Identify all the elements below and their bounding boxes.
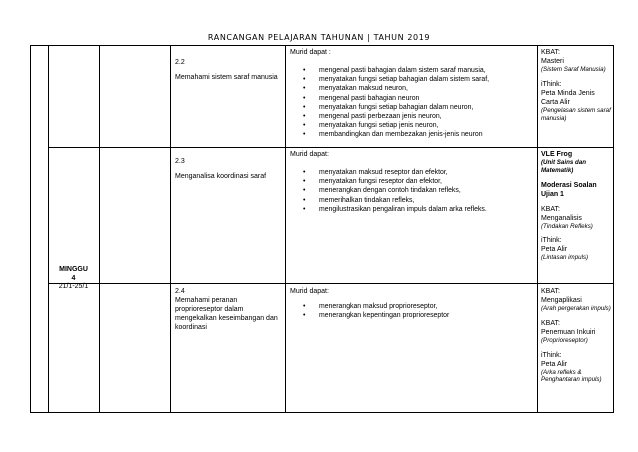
inkuiri-value: Penemuan Inkuiri [541, 328, 596, 336]
list-item: • menyatakan maksud neuron, [290, 84, 535, 93]
objectives-intro: Murid dapat: [290, 151, 329, 158]
list-item: • mengilustrasikan pengaliran impuls dalam arka refleks. [290, 205, 535, 214]
moderasi-label: Moderasi Soalan Ujian 1 [541, 181, 597, 198]
list-item: • menyatakan fungsi setiap bahagian dalam sistem saraf, [290, 75, 535, 84]
objectives-list [290, 66, 535, 140]
standard-code: 2.2 [175, 59, 185, 66]
ithink-label: iThink: [541, 351, 562, 359]
ithink-value: Peta Alir [541, 360, 568, 368]
inkuiri-label: KBAT: [541, 319, 560, 327]
ithink-detail: (Lintasan impuls) [541, 254, 589, 262]
objectives-list [290, 168, 535, 214]
list-item: • menerangkan kepentingan proprioreseptor [290, 311, 535, 320]
kbat-value: Masteri [541, 58, 564, 65]
list-item: • mengenal pasti perbezaan jenis neuron, [290, 112, 535, 121]
list-item: • memerihalkan tindakan refleks, [290, 196, 535, 205]
kbat-detail: (Sistem Saraf Manusia) [541, 66, 606, 73]
row-notes [541, 150, 611, 262]
standard-code: 2.4 [175, 288, 185, 295]
kbat-label: KBAT: [541, 49, 560, 56]
ithink-value: Peta Minda Jenis Carta Alir [541, 89, 595, 106]
ithink-value: Peta Alir [541, 246, 568, 254]
list-item: • menyatakan fungsi reseptor dan efektor, [290, 177, 535, 186]
kbat-value: Menganalisis [541, 214, 582, 222]
row-objectives [290, 287, 535, 320]
ithink-detail: (Pengelasan sistem saraf manusia) [541, 106, 611, 122]
ithink-label: iThink: [541, 237, 562, 245]
list-item: • menyatakan maksud reseptor dan efektor, [290, 168, 535, 177]
list-item: • menyatakan fungsi setiap bahagian dalam neuron, [290, 103, 535, 112]
kbat-label: KBAT: [541, 288, 560, 295]
row-objectives [290, 48, 535, 140]
row-standard [175, 157, 283, 181]
vle-detail: (Unit Sains dan Matematik) [541, 159, 587, 174]
objectives-intro: Murid dapat : [290, 49, 331, 56]
week-dates: 21/1-25/1 [58, 283, 89, 290]
kbat-detail: (Tindakan Refleks) [541, 222, 593, 230]
ithink-label: iThink: [541, 80, 562, 88]
list-item: • menerangkan dengan contoh tindakan refleks, [290, 186, 535, 195]
standard-title: Memahami peranan proprioreseptor dalam mengekalkan keseimbangan dan koordinasi [175, 297, 278, 331]
objectives-intro: Murid dapat: [290, 288, 329, 295]
standard-title: Memahami sistem saraf manusia [175, 74, 278, 81]
week-cell [50, 266, 97, 292]
kbat-value: Mengaplikasi [541, 297, 582, 304]
list-item: • menerangkan maksud proprioreseptor, [290, 302, 535, 311]
row-notes [541, 287, 611, 384]
week-number: 4 [71, 274, 76, 282]
row-standard [175, 58, 280, 82]
row-notes [541, 48, 611, 122]
objectives-list [290, 302, 535, 320]
standard-code: 2.3 [175, 158, 185, 165]
kbat-label: KBAT: [541, 205, 560, 213]
document-title: RANCANGAN PELAJARAN TAHUNAN | TAHUN 2019 [207, 33, 431, 42]
inkuiri-detail: (Proprioreseptor) [541, 336, 588, 344]
ithink-detail: (Arka refleks & Penghantaran impuls) [541, 368, 602, 384]
list-item: • mengenal pasti bahagian dalam sistem saraf manusia, [290, 66, 535, 75]
kbat-detail: (Arah pergerakan impuls) [541, 305, 611, 312]
row-objectives [290, 150, 535, 214]
vle-label: VLE Frog [541, 151, 573, 158]
list-item: • mengenal pasti bahagian neuron [290, 94, 535, 103]
standard-title: Menganalisa koordinasi saraf [175, 173, 267, 180]
list-item: • membandingkan dan membezakan jenis-jenis neuron [290, 130, 535, 139]
week-label: MINGGU [59, 266, 88, 273]
list-item: • menyatakan fungsi setiap jenis neuron, [290, 121, 535, 130]
row-standard [175, 287, 283, 332]
